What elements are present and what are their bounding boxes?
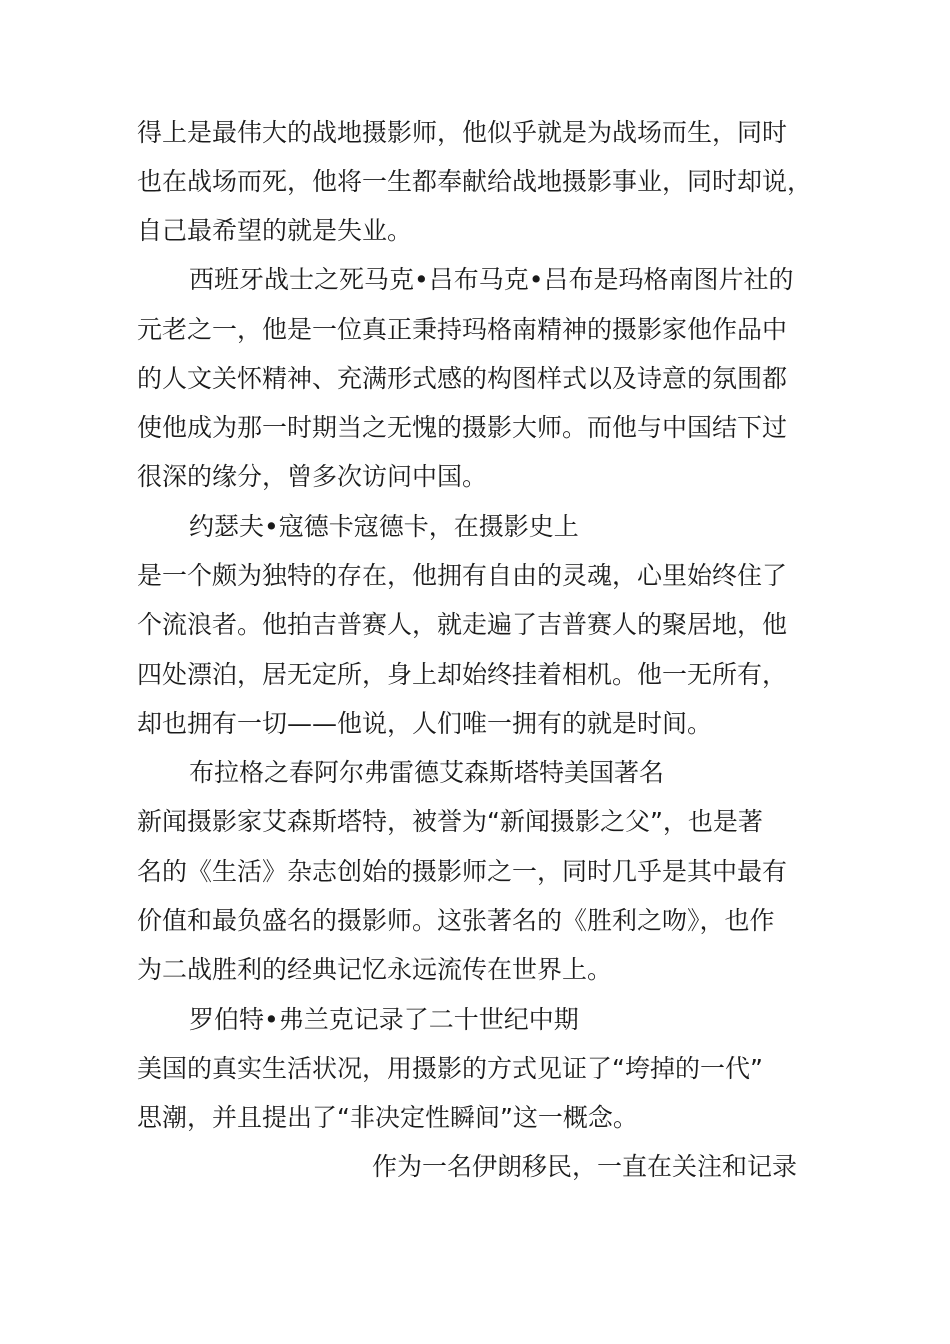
paragraph-start-marc-riboud: 西班牙战士之死马克•吕布马克•吕布是玛格南图片社的: [189, 265, 794, 294]
text-line-17: 价值和最负盛名的摄影师。这张著名的《胜利之吻》，也作: [137, 906, 775, 935]
text-line-5: 元老之一，他是一位真正秉持玛格南精神的摄影家他作品中: [137, 315, 788, 344]
text-line-6: 的人文关怀精神、充满形式感的构图样式以及诗意的氛围都: [137, 364, 788, 393]
text-line-7: 使他成为那一时期当之无愧的摄影大师。而他与中国结下过: [137, 413, 788, 442]
text-line-1: 得上是最伟大的战地摄影师，他似乎就是为战场而生，同时: [137, 118, 788, 147]
paragraph-start-robert-frank: 罗伯特•弗兰克记录了二十世纪中期: [189, 1005, 579, 1034]
text-line-16: 名的《生活》杂志创始的摄影师之一，同时几乎是其中最有: [137, 857, 788, 886]
paragraph-start-eisenstaedt: 布拉格之春阿尔弗雷德艾森斯塔特美国著名: [189, 758, 665, 787]
text-line-21: 思潮，并且提出了“非决定性瞬间”这一概念。: [137, 1103, 638, 1132]
text-line-11: 个流浪者。他拍吉普赛人，就走遍了吉普赛人的聚居地，他: [137, 610, 788, 639]
text-line-22: 作为一名伊朗移民，一直在关注和记录: [372, 1152, 798, 1181]
text-line-8: 很深的缘分，曾多次访问中国。: [137, 462, 488, 491]
text-line-20: 美国的真实生活状况，用摄影的方式见证了“垮掉的一代”: [137, 1054, 763, 1083]
text-line-2: 也在战场而死，他将一生都奉献给战地摄影事业，同时却说，: [137, 167, 813, 196]
paragraph-start-koudelka: 约瑟夫•寇德卡寇德卡，在摄影史上: [189, 512, 579, 541]
text-line-3: 自己最希望的就是失业。: [137, 216, 413, 245]
text-line-12: 四处漂泊，居无定所，身上却始终挂着相机。他一无所有，: [137, 660, 788, 689]
text-line-18: 为二战胜利的经典记忆永远流传在世界上。: [137, 955, 613, 984]
text-line-13: 却也拥有一切——他说，人们唯一拥有的就是时间。: [137, 709, 713, 738]
text-line-10: 是一个颇为独特的存在，他拥有自由的灵魂，心里始终住了: [137, 561, 788, 590]
text-line-15: 新闻摄影家艾森斯塔特，被誉为“新闻摄影之父”，也是著: [137, 807, 763, 836]
